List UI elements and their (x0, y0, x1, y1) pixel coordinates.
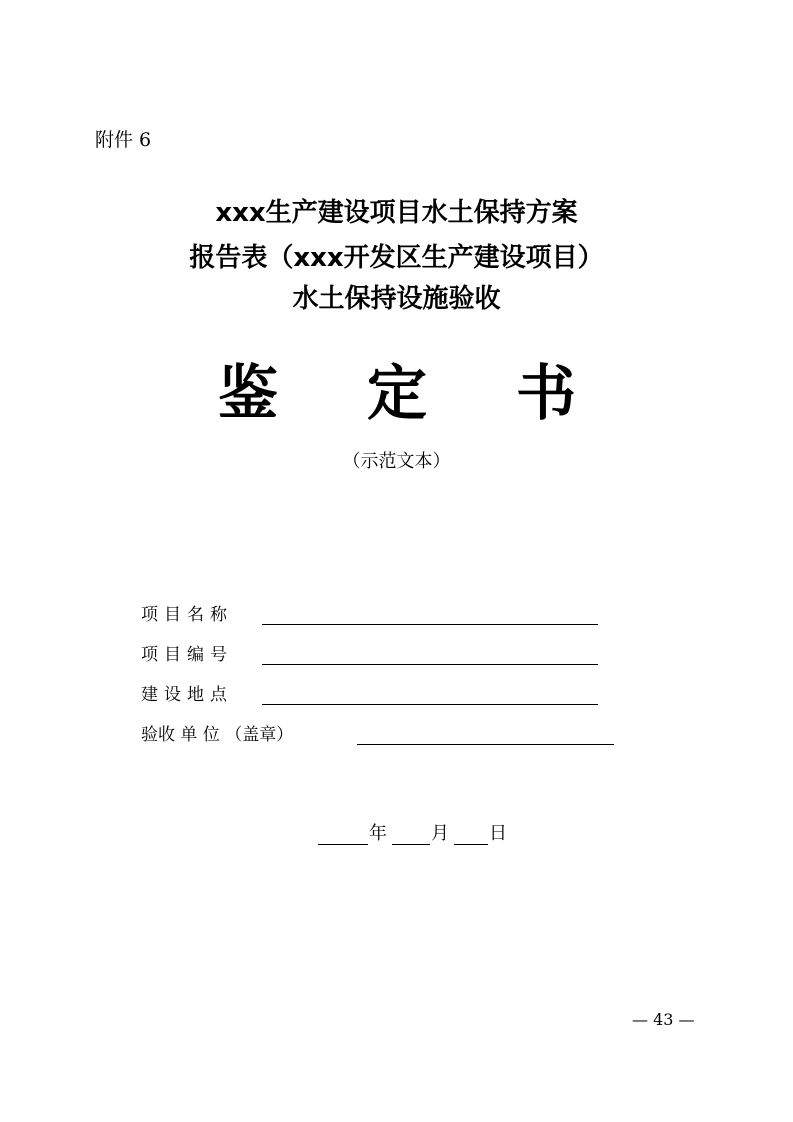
title-line-2: 报告表（xxx开发区生产建设项目） (189, 243, 604, 273)
field-acceptance-unit-label: 验收 单 位 （盖章） (141, 725, 294, 745)
document-type-char-1: 鉴 (218, 359, 278, 429)
attachment-label: 附件 6 (95, 129, 152, 151)
date-day-blank[interactable] (454, 844, 488, 845)
date-year-blank[interactable] (318, 844, 368, 845)
date-day-label: 日 (489, 823, 507, 844)
date-month-label: 月 (431, 823, 449, 844)
field-acceptance-unit-line[interactable] (357, 744, 614, 745)
field-project-number-line[interactable] (262, 664, 598, 665)
date-month-blank[interactable] (392, 844, 430, 845)
document-type-char-3: 书 (516, 359, 576, 429)
field-construction-site-label: 建设地点 (141, 685, 233, 705)
field-project-name-label: 项目名称 (141, 605, 233, 625)
subtitle: （示范文本） (342, 451, 451, 472)
field-construction-site-line[interactable] (262, 704, 598, 705)
title-line-3: 水土保持设施验收 (292, 284, 501, 314)
field-project-name-line[interactable] (262, 624, 598, 625)
page-number: — 43 — (632, 1010, 695, 1029)
field-project-number-label: 项目编号 (141, 645, 233, 665)
title-line-1: xxx生产建设项目水土保持方案 (215, 198, 578, 228)
document-type-title (0, 356, 793, 436)
document-type-char-2: 定 (367, 359, 427, 429)
date-year-label: 年 (369, 823, 387, 844)
